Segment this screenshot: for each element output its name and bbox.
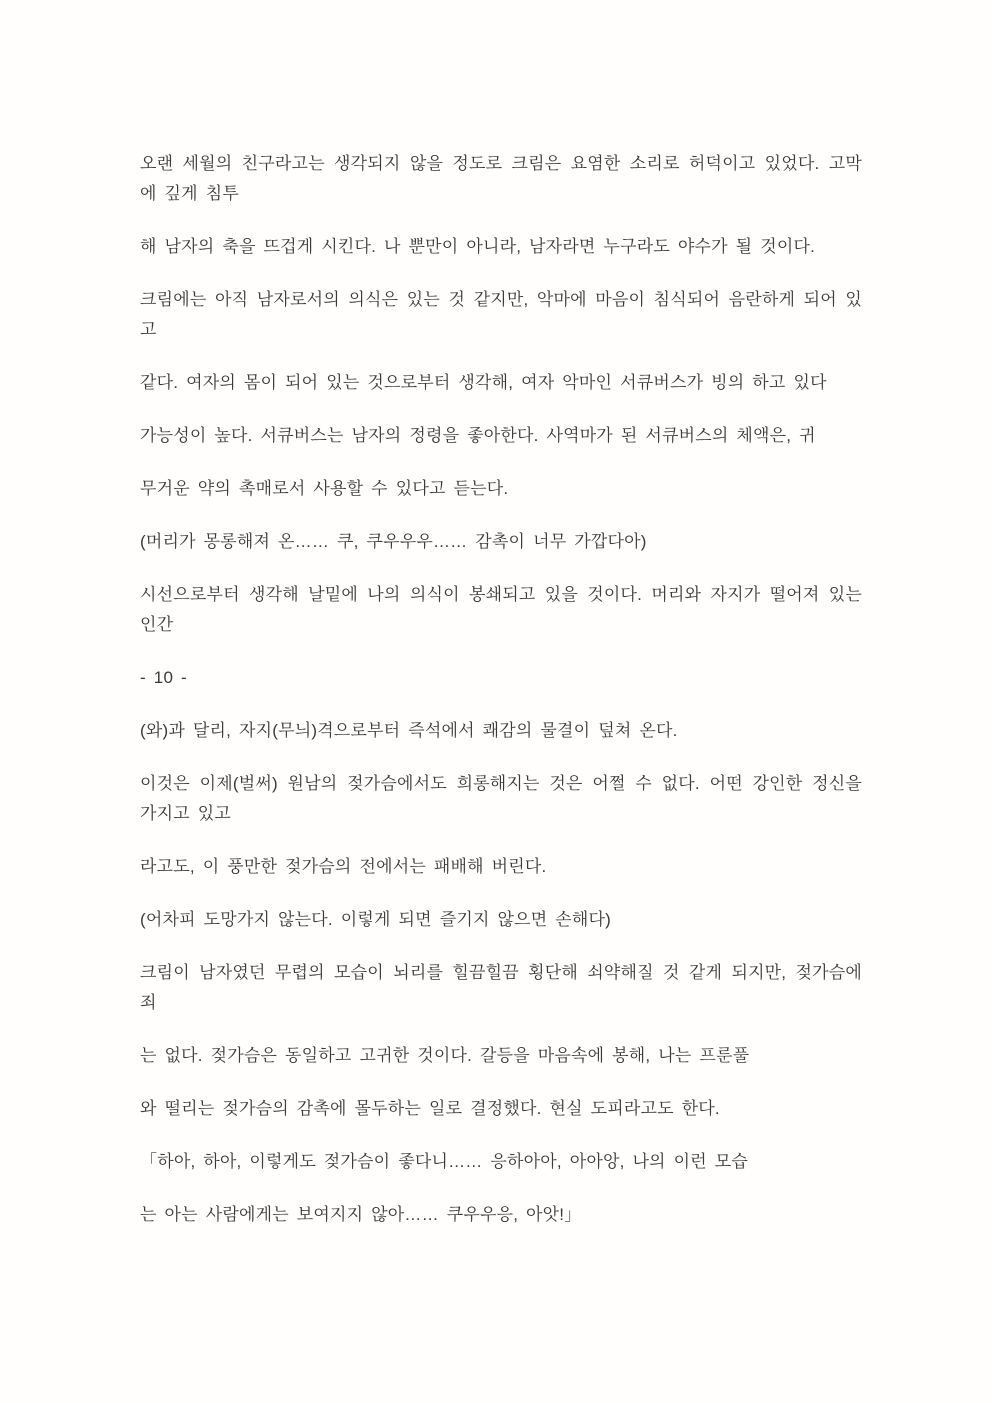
- paragraph: [140, 958, 862, 1018]
- text-line: 는 아는 사람에게는 보여지지 않아…… 쿠우우응, 아앗!」: [140, 1205, 582, 1224]
- text-line: 가지고 있고: [140, 804, 232, 823]
- text-line: 크림에는 아직 남자로서의 의식은 있는 것 같지만, 악마에 마음이 침식되어 음란하게 되어 있: [140, 290, 862, 309]
- text-line: 「하아, 하아, 이렇게도 젖가슴이 좋다니…… 응하아아, 아아앙, 나의 이런 모습: [140, 1152, 749, 1171]
- text-line: 해 남자의 축을 뜨겁게 시킨다. 나 뿐만이 아니라, 남자라면 누구라도 야수가 될 것이다.: [140, 237, 815, 256]
- text-line: (머리가 몽롱해져 온…… 쿠, 쿠우우우…… 감촉이 너무 가깝다아): [140, 532, 647, 551]
- text-line: 는 없다. 젖가슴은 동일하고 고귀한 것이다. 갈등을 마음속에 봉해, 나는 프룬풀: [140, 1046, 750, 1065]
- paragraph: [140, 1094, 862, 1124]
- paragraph: [140, 232, 862, 262]
- paragraph: [140, 1200, 862, 1230]
- text-line: 인간: [140, 615, 174, 634]
- text-line: 같다. 여자의 몸이 되어 있는 것으로부터 생각해, 여자 악마인 서큐버스가 빙의 하고 있다: [140, 373, 827, 392]
- text-line: 고: [140, 320, 157, 339]
- paragraph: [140, 716, 862, 746]
- paragraph: [140, 852, 862, 882]
- text-content: [140, 0, 862, 1230]
- text-line: 죄: [140, 993, 157, 1012]
- text-line: 이것은 이제(벌써) 원남의 젖가슴에서도 희롱해지는 것은 어쩔 수 없다. 어떤 강인한 정신을: [140, 774, 862, 793]
- paragraph: [140, 285, 862, 345]
- text-line: 크림이 남자였던 무렵의 모습이 뇌리를 힐끔힐끔 횡단해 쇠약해질 것 같게 되지만, 젖가슴에: [140, 963, 862, 982]
- text-line: 가능성이 높다. 서큐버스는 남자의 정령을 좋아한다. 사역마가 된 서큐버스의 체액은, 귀: [140, 426, 816, 445]
- text-line: 오랜 세월의 친구라고는 생각되지 않을 정도로 크림은 요염한 소리로 허덕이고 있었다. 고막: [140, 154, 862, 173]
- paragraph: [140, 149, 862, 209]
- paragraph: [140, 769, 862, 829]
- text-line: (와)과 달리, 자지(무늬)격으로부터 즉석에서 쾌감의 물결이 덮쳐 온다.: [140, 721, 678, 740]
- paragraph: [140, 580, 862, 640]
- text-line: 에 깊게 침투: [140, 184, 239, 203]
- paragraph: [140, 905, 862, 935]
- text-line: 라고도, 이 풍만한 젖가슴의 전에서는 패배해 버린다.: [140, 857, 547, 876]
- text-line: (어차피 도망가지 않는다. 이렇게 되면 즐기지 않으면 손해다): [140, 910, 612, 929]
- text-line: 와 떨리는 젖가슴의 감촉에 몰두하는 일로 결정했다. 현실 도피라고도 한다.: [140, 1099, 720, 1118]
- page-number-label: - 10 -: [140, 668, 187, 687]
- paragraph: [140, 368, 862, 398]
- text-line: 무거운 약의 촉매로서 사용할 수 있다고 듣는다.: [140, 479, 509, 498]
- paragraph: [140, 527, 862, 557]
- text-line: 시선으로부터 생각해 날밑에 나의 의식이 봉쇄되고 있을 것이다. 머리와 자지가 떨어져 있는: [140, 585, 862, 604]
- paragraph: [140, 1147, 862, 1177]
- page-number: [140, 663, 862, 693]
- paragraph: [140, 1041, 862, 1071]
- paragraph: [140, 421, 862, 451]
- paragraph: [140, 474, 862, 504]
